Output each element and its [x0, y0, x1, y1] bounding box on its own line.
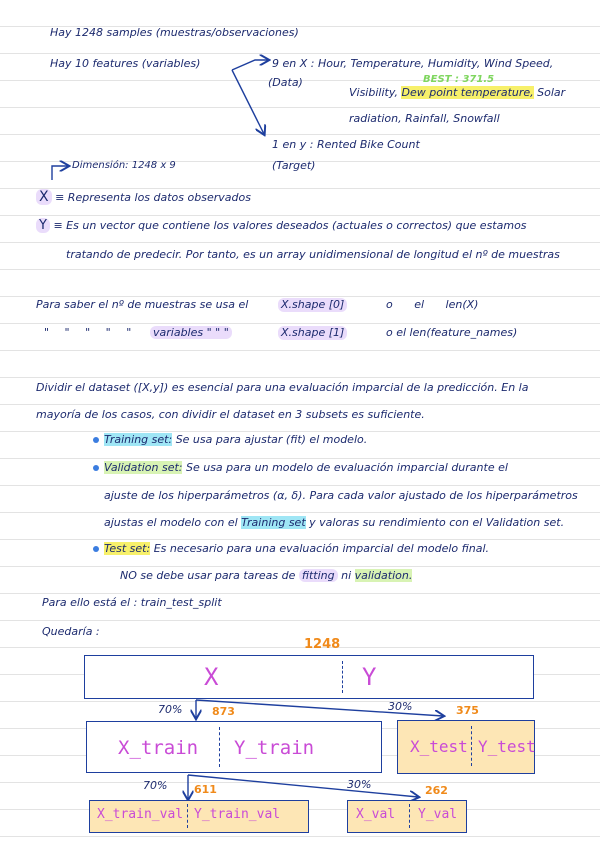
y-test-label: Y_test — [478, 737, 536, 756]
n-262: 262 — [425, 784, 448, 797]
pct-70-a: 70% — [158, 703, 183, 716]
arrow-to-y — [232, 70, 264, 134]
pct-70-b: 70% — [143, 779, 168, 792]
features-line: Hay 10 features (variables) — [50, 57, 201, 70]
dataset-divider — [342, 661, 343, 693]
pct-30-b: 30% — [347, 778, 372, 791]
x-definition: X ≡ Representa los datos observados — [36, 190, 251, 205]
validation-set-line-3: ajustas el modelo con el Training set y valoras su rendimiento con el Validation set. — [104, 516, 565, 529]
y-label: Y — [362, 663, 377, 691]
data-label: (Data) — [268, 76, 303, 89]
x-test-label: X_test — [410, 737, 468, 756]
pct-30-a: 30% — [388, 700, 413, 713]
test-set-line-2: NO se debe usar para tareas de fitting ni validation. — [120, 569, 413, 582]
x-train-val-label: X_train_val — [97, 807, 184, 822]
val-divider — [409, 804, 410, 828]
dimension-arrow — [52, 166, 68, 180]
dimension-line: Dimensión: 1248 x 9 — [72, 160, 176, 171]
split-paragraph-1: Dividir el dataset ([X,y]) es esencial para una evaluación imparcial de la predicción. En la — [36, 381, 529, 394]
validation-set-line-2: ajuste de los hiperparámetros (α, δ). Para cada valor ajustado de los hiperparámetros — [104, 489, 578, 502]
samples-line: Hay 1248 samples (muestras/observaciones) — [50, 26, 299, 39]
x-train-label: X_train — [118, 737, 199, 759]
x-val-label: X_val — [356, 807, 396, 822]
best-note: BEST : 371.5 — [423, 74, 495, 85]
dataset-box — [84, 655, 534, 699]
y-train-val-label: Y_train_val — [194, 807, 281, 822]
arrow-30-val — [188, 775, 418, 797]
y-symbol: Y — [36, 218, 50, 233]
x-shape-0: X.shape [0] — [278, 298, 347, 312]
quedaria-label: Quedaría : — [42, 625, 100, 638]
y-target-line: 1 en y : Rented Bike Count — [272, 138, 420, 151]
variables-ditto: variables " " " — [150, 326, 232, 340]
len-feature-names: o el len(feature_names) — [386, 326, 518, 339]
train-test-split-line: Para ello está el : train_test_split — [42, 596, 222, 609]
dew-point-highlight: Dew point temperature, — [401, 86, 534, 99]
x-label: X — [204, 663, 219, 691]
split-paragraph-2: mayoría de los casos, con dividir el dataset en 3 subsets es suficiente. — [36, 408, 425, 421]
samples-shape-text: Para saber el nº de muestras se usa el — [36, 298, 249, 311]
n-873: 873 — [212, 705, 235, 718]
len-x: o el len(X) — [386, 298, 479, 311]
train-divider — [219, 727, 220, 767]
x-symbol: X — [36, 189, 52, 205]
x-features-line: 9 en X : Hour, Temperature, Humidity, Wind Speed, — [272, 57, 554, 70]
train-val-divider — [187, 804, 188, 828]
y-train-label: Y_train — [234, 737, 315, 759]
test-set-highlight: Test set: — [104, 542, 151, 555]
test-set-bullet: Test set: Es necesario para una evaluación imparcial del modelo final. — [104, 542, 490, 555]
y-definition: Y ≡ Es un vector que contiene los valores deseados (actuales o correctos) que estamos — [36, 219, 527, 233]
n-375: 375 — [456, 704, 479, 717]
n-611: 611 — [194, 783, 217, 796]
x-features-line-3: radiation, Rainfall, Snowfall — [349, 112, 500, 125]
validation-set-bullet: Validation set: Se usa para un modelo de evaluación imparcial durante el — [104, 461, 508, 474]
arrow-to-x — [232, 60, 268, 70]
y-val-label: Y_val — [418, 807, 458, 822]
ditto-marks: " " " " " — [44, 326, 132, 339]
total-count: 1248 — [304, 637, 341, 652]
training-set-highlight: Training set: — [104, 433, 173, 446]
target-label: (Target) — [272, 159, 316, 172]
y-definition-2: tratando de predecir. Por tanto, es un array unidimensional de longitud el nº de muestras — [66, 248, 560, 261]
test-divider — [471, 726, 472, 766]
training-set-bullet: Training set: Se usa para ajustar (fit) el modelo. — [104, 433, 368, 446]
x-shape-1: X.shape [1] — [278, 326, 347, 340]
x-features-line-2: Visibility, Dew point temperature, Solar — [349, 86, 566, 99]
validation-set-highlight: Validation set: — [104, 461, 183, 474]
